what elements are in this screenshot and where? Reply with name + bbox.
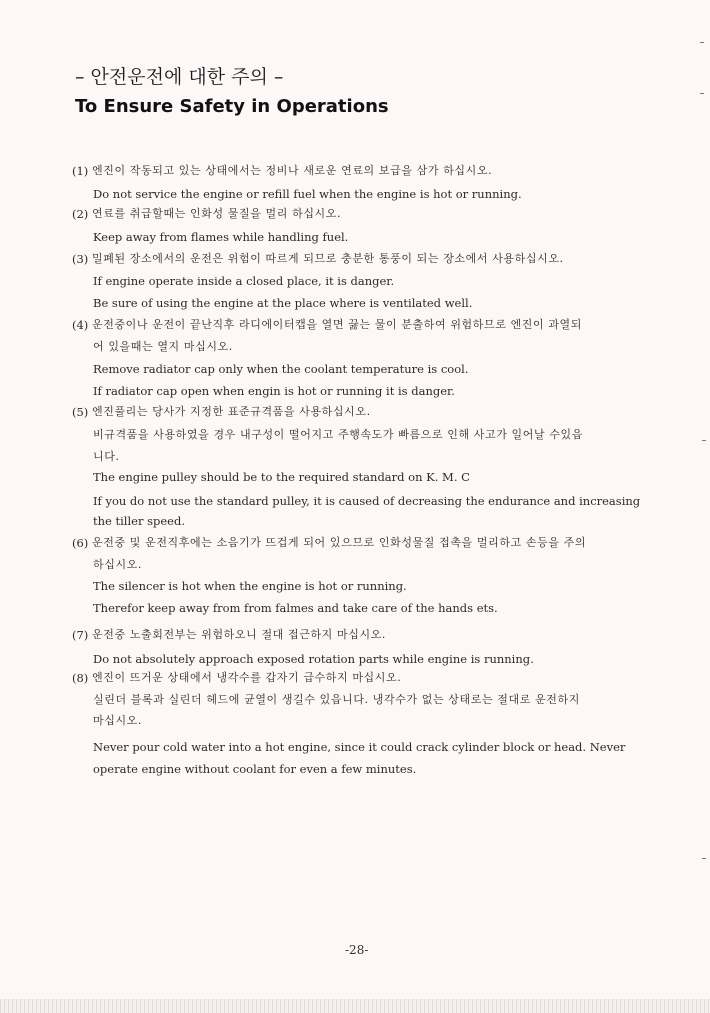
item-text-english: Therefor keep away from from falmes and take care of the hands ets. bbox=[93, 601, 498, 615]
scan-mark bbox=[700, 93, 704, 94]
item-number: (2) bbox=[72, 207, 89, 221]
item-text-korean: 운전중 노출회전부는 위험하오니 절대 접근하지 마십시오. bbox=[92, 628, 387, 641]
scan-bottom-edge bbox=[0, 999, 710, 1013]
item-text-english: If you do not use the standard pulley, it is caused of decreasing the endurance and increasing bbox=[93, 494, 641, 508]
item-text-korean: 마십시오. bbox=[93, 714, 143, 727]
item-number: (5) bbox=[72, 405, 89, 419]
item-text-korean: 실린더 블록과 실린더 헤드에 균열이 생길수 있읍니다. 냉각수가 없는 상태로는 절대로 운전하지 bbox=[93, 693, 580, 706]
scan-mark bbox=[702, 440, 706, 441]
item-text-english: the tiller speed. bbox=[93, 514, 185, 528]
item-number: (1) bbox=[72, 164, 89, 178]
section-heading-korean: – 안전운전에 대한 주의 – bbox=[75, 66, 284, 88]
item-text-english: operate engine without coolant for even a few minutes. bbox=[93, 762, 417, 776]
item-text-korean: 엔진이 뜨거운 상태에서 냉각수를 갑자기 급수하지 마십시오. bbox=[92, 671, 402, 684]
item-number: (7) bbox=[72, 628, 89, 642]
item-text-korean: 운전중 및 운전직후에는 소음기가 뜨겁게 되어 있으므로 인화성물질 접촉을 멀리하고 손등을 주의 bbox=[92, 536, 587, 549]
section-heading-english: To Ensure Safety in Operations bbox=[75, 96, 389, 117]
item-text-english: Remove radiator cap only when the coolant temperature is cool. bbox=[93, 362, 469, 376]
item-text-english: Keep away from flames while handling fuel. bbox=[93, 230, 349, 244]
scan-mark bbox=[702, 858, 706, 859]
item-text-korean: 밀폐된 장소에서의 운전은 위험이 따르게 되므로 충분한 통풍이 되는 장소에서 사용하십시오. bbox=[92, 252, 564, 265]
item-number: (4) bbox=[72, 318, 89, 332]
item-text-korean: 엔진이 작동되고 있는 상태에서는 정비나 새로운 연료의 보급을 삼가 하십시오. bbox=[92, 164, 493, 177]
item-text-english: Do not absolutely approach exposed rotation parts while engine is running. bbox=[93, 652, 534, 666]
item-number: (3) bbox=[72, 252, 89, 266]
item-text-korean: 니다. bbox=[93, 450, 120, 463]
item-text-english: Be sure of using the engine at the place where is ventilated well. bbox=[93, 296, 473, 310]
item-text-korean: 하십시오. bbox=[93, 558, 143, 571]
item-text-english: The engine pulley should be to the required standard on K. M. C bbox=[93, 470, 470, 484]
item-number: (6) bbox=[72, 536, 89, 550]
item-text-korean: 연료를 취급할때는 인화성 물질을 멀리 하십시오. bbox=[92, 207, 342, 220]
item-number: (8) bbox=[72, 671, 89, 685]
page-number: -28- bbox=[345, 943, 369, 957]
item-text-korean: 운전중이나 운전이 끝난직후 라디에이터캡을 열면 끓는 물이 분출하여 위험하므로 엔진이 과열되 bbox=[92, 318, 583, 331]
item-text-english: If radiator cap open when engin is hot or running it is danger. bbox=[93, 384, 455, 398]
item-text-english: If engine operate inside a closed place, it is danger. bbox=[93, 274, 395, 288]
item-text-english: Never pour cold water into a hot engine, since it could crack cylinder block or head. Never bbox=[93, 740, 626, 754]
item-text-english: Do not service the engine or refill fuel when the engine is hot or running. bbox=[93, 187, 522, 201]
item-text-korean: 비규격품을 사용하였을 경우 내구성이 떨어지고 주행속도가 빠름으로 인해 사고가 일어날 수있읍 bbox=[93, 428, 584, 441]
item-text-english: The silencer is hot when the engine is hot or running. bbox=[93, 579, 407, 593]
item-text-korean: 어 있을때는 열지 마십시오. bbox=[93, 340, 233, 353]
scan-mark bbox=[700, 42, 704, 43]
item-text-korean: 엔진풀리는 당사가 지정한 표준규격품을 사용하십시오. bbox=[92, 405, 371, 418]
